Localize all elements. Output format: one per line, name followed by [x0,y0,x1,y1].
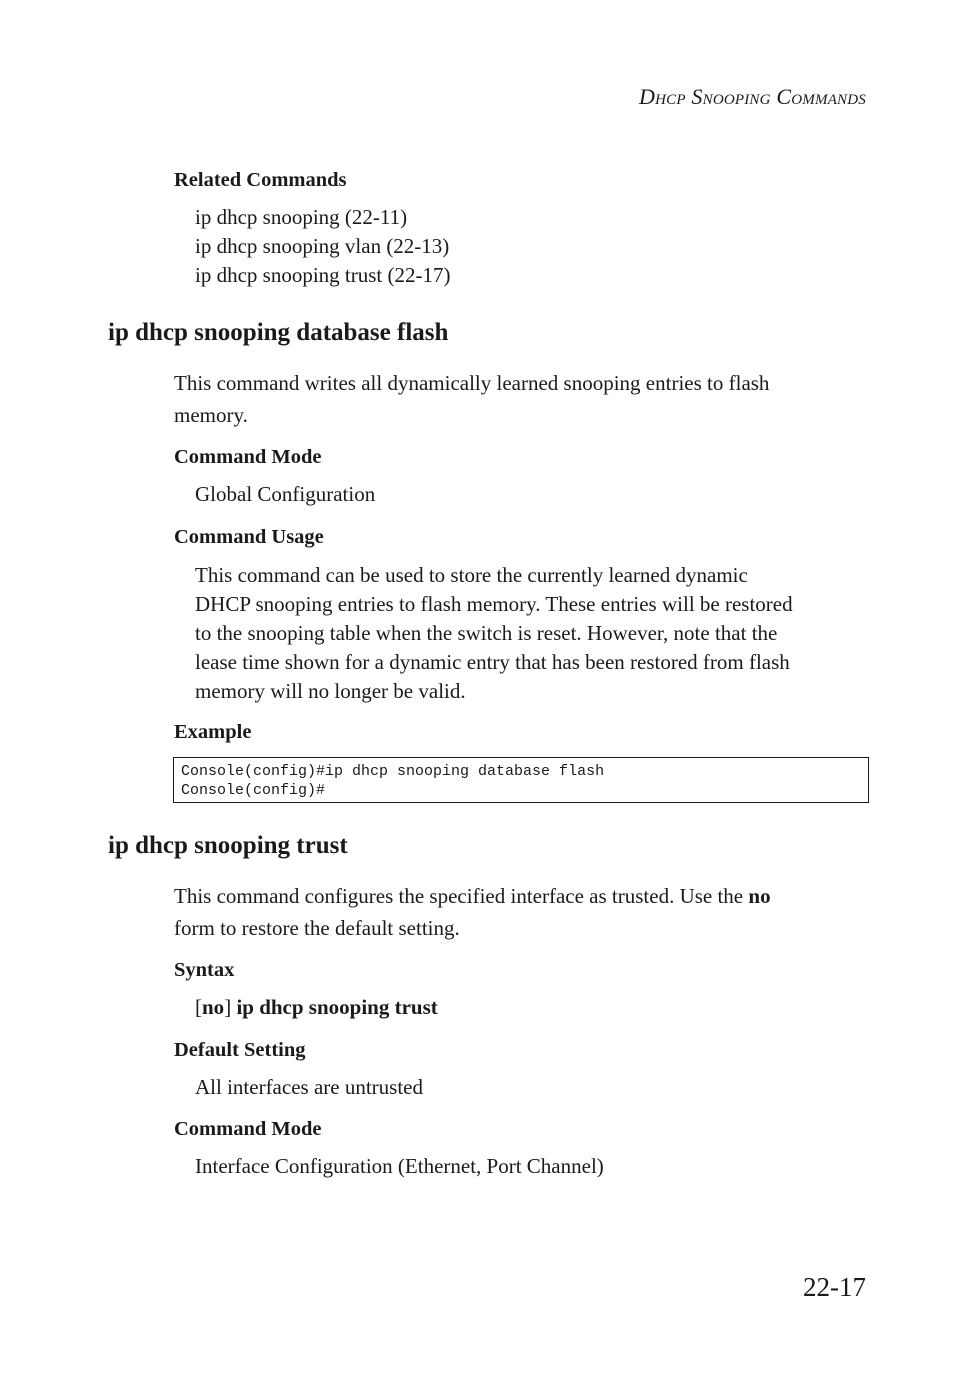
usage-line: to the snooping table when the switch is reset. However, note that the [195,621,778,645]
command-mode-value: Interface Configuration (Ethernet, Port Channel) [195,1154,604,1178]
syntax-heading: Syntax [174,959,235,981]
example-heading: Example [174,721,252,743]
page-number: 22-17 [803,1272,866,1302]
default-setting-value: All interfaces are untrusted [195,1075,423,1099]
list-item: ip dhcp snooping (22-11) [195,205,408,229]
code-line: Console(config)# [181,782,326,799]
usage-line: This command can be used to store the currently learned dynamic [195,563,748,587]
list-item: ip dhcp snooping trust (22-17) [195,263,451,287]
code-line: Console(config)#ip dhcp snooping database flash [181,763,605,780]
section1-description [174,367,769,431]
usage-line: DHCP snooping entries to flash memory. These entries will be restored [195,592,793,616]
list-item: ip dhcp snooping vlan (22-13) [195,234,450,258]
command-mode-heading: Command Mode [174,446,322,468]
related-commands-heading: Related Commands [174,169,347,191]
related-commands-list [195,203,450,290]
usage-line: memory will no longer be valid. [195,679,466,703]
running-header: DHCP SNOOPING COMMANDS [639,84,866,109]
usage-line: lease time shown for a dynamic entry that has been restored from flash [195,650,790,674]
command-mode-value: Global Configuration [195,482,376,506]
description-line: form to restore the default setting. [174,916,460,940]
command-usage-heading: Command Usage [174,526,324,548]
section-title-snooping-trust: ip dhcp snooping trust [108,832,348,859]
syntax-value: [no] ip dhcp snooping trust [195,995,438,1019]
description-line: This command writes all dynamically learned snooping entries to flash [174,371,770,395]
default-setting-heading: Default Setting [174,1039,306,1061]
code-block [181,762,604,800]
section-title-database-flash: ip dhcp snooping database flash [108,319,449,346]
command-usage-text [195,561,793,706]
description-line: memory. [174,403,248,427]
section2-description [174,880,771,944]
description-line: This command configures the specified interface as trusted. Use the no [174,884,771,908]
example-code-box [173,757,869,803]
command-mode-heading: Command Mode [174,1118,322,1140]
